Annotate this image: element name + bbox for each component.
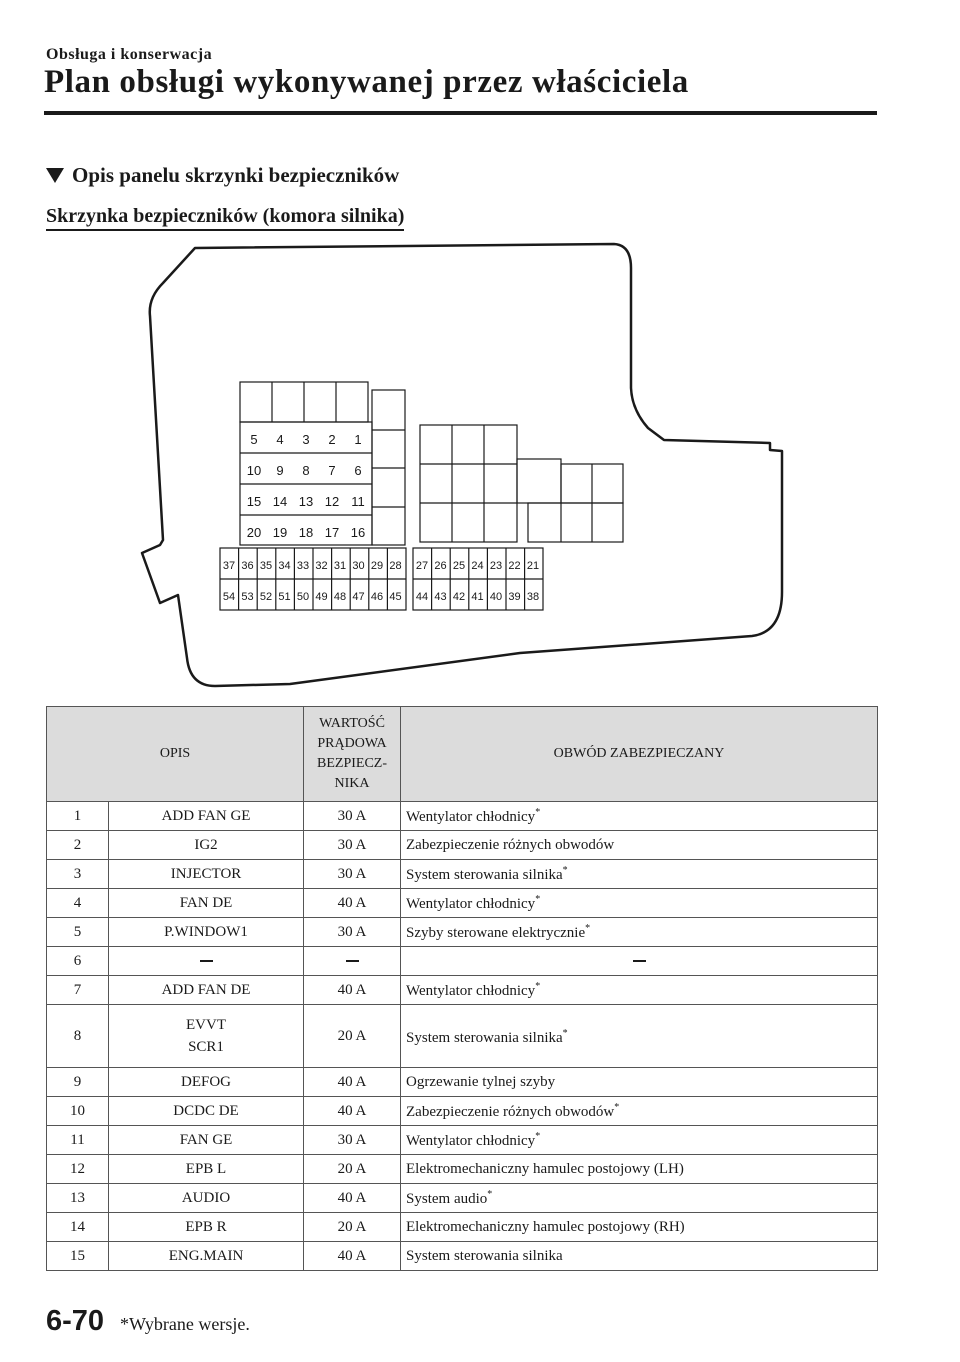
fuse-name-cell-text: DCDC DE xyxy=(173,1102,239,1119)
fuse-slot-label: 16 xyxy=(350,525,366,540)
fuse-slot-label: 48 xyxy=(333,591,347,603)
page-number: 6-70 xyxy=(46,1305,105,1337)
fuse-number-cell xyxy=(47,976,109,1005)
fuse-name-cell-text: P.WINDOW1 xyxy=(164,923,248,940)
fuse-name-cell-text: ADD FAN GE xyxy=(161,807,251,824)
fuse-slot-label: 36 xyxy=(241,560,254,572)
fuse-slot-label: 2 xyxy=(328,432,336,447)
fuse-name-cell xyxy=(109,1184,304,1213)
fuse-rating-cell-text: 40 A xyxy=(337,1189,367,1206)
fuse-slot-label: 40 xyxy=(489,591,503,603)
fuse-table xyxy=(46,706,878,1271)
fuse-number-cell-text: 10 xyxy=(70,1102,85,1119)
circuit-cell-text: Elektromechaniczny hamulec postojowy (RH) xyxy=(406,1218,685,1235)
fuse-slot-label: 7 xyxy=(328,463,336,478)
fuse-name-cell-text: IG2 xyxy=(194,836,218,853)
footnote-mark: * xyxy=(562,864,568,876)
fuse-number-cell-text: 11 xyxy=(70,1131,85,1148)
fuse-slot-label: 11 xyxy=(351,494,365,509)
fuse-slot-label: 9 xyxy=(276,463,284,478)
fuse-rating-cell xyxy=(304,860,401,889)
fuse-name-cell xyxy=(109,1126,304,1155)
fuse-number-cell xyxy=(47,947,109,976)
fuse-name-cell-text: FAN GE xyxy=(179,1131,233,1148)
header-rating-line: NIKA xyxy=(334,776,370,791)
circuit-cell-text: Wentylator chłodnicy xyxy=(406,808,536,825)
fuse-slot-label: 47 xyxy=(352,591,365,603)
fuse-rating-cell-text: 40 A xyxy=(337,1102,367,1119)
fuse-number-cell xyxy=(47,918,109,947)
footnote: *Wybrane wersje. xyxy=(120,1314,250,1334)
fuse-name-cell xyxy=(109,1242,304,1271)
table-row xyxy=(47,947,878,976)
fuse-slot-label: 54 xyxy=(222,591,236,603)
fuse-number-cell-text: 6 xyxy=(73,952,82,969)
fuse-number-cell xyxy=(47,1242,109,1271)
fuse-name-cell xyxy=(109,802,304,831)
header-rating-line: WARTOŚĆ xyxy=(319,716,385,731)
fuse-name-cell xyxy=(109,831,304,860)
circuit-cell xyxy=(401,1126,878,1155)
circuit-cell-text: Ogrzewanie tylnej szyby xyxy=(406,1073,556,1090)
fuse-rating-cell xyxy=(304,1068,401,1097)
fuse-slot-label: 3 xyxy=(302,432,310,447)
fuse-slot-label: 18 xyxy=(298,525,314,540)
fuse-number-cell-text: 8 xyxy=(73,1028,82,1044)
fuse-rating-cell-text: 30 A xyxy=(337,1131,367,1148)
header-rating xyxy=(304,707,401,802)
footnote-mark: * xyxy=(535,893,541,905)
fuse-slot-label: 20 xyxy=(246,525,262,540)
fuse-number-cell xyxy=(47,831,109,860)
fuse-number-cell xyxy=(47,1068,109,1097)
circuit-cell xyxy=(401,831,878,860)
table-row xyxy=(47,1097,878,1126)
fuse-slot-label: 34 xyxy=(278,560,291,572)
table-row xyxy=(47,831,878,860)
fuse-number-cell-text: 2 xyxy=(73,836,82,853)
circuit-cell xyxy=(401,889,878,918)
fuse-rating-cell xyxy=(304,1005,401,1068)
fuse-number-cell xyxy=(47,889,109,918)
header-rating-line: BEZPIECZ- xyxy=(317,756,388,771)
fuse-rating-cell xyxy=(304,918,401,947)
fuse-name-cell xyxy=(109,889,304,918)
circuit-cell xyxy=(401,976,878,1005)
fuse-number-cell-text: 12 xyxy=(70,1160,85,1177)
footnote-mark: * xyxy=(535,1130,541,1142)
fuse-rating-cell-text: 20 A xyxy=(337,1160,367,1177)
fuse-slot-label: 6 xyxy=(354,463,362,478)
table-row xyxy=(47,1068,878,1097)
fuse-slot-label: 17 xyxy=(324,525,340,540)
footnote-mark: * xyxy=(585,922,591,934)
dash-mark xyxy=(200,960,213,962)
circuit-cell-text: System sterowania silnika xyxy=(406,866,563,883)
fuse-rating-cell xyxy=(304,1155,401,1184)
table-row xyxy=(47,1126,878,1155)
fuse-rating-cell xyxy=(304,831,401,860)
fuse-slot-label: 51 xyxy=(278,591,291,603)
fuse-name-cell xyxy=(109,1005,304,1068)
fuse-name-cell xyxy=(109,947,304,976)
fuse-rating-cell xyxy=(304,976,401,1005)
fuse-rating-cell-text: 40 A xyxy=(337,894,367,911)
circuit-cell xyxy=(401,918,878,947)
fuse-rating-cell xyxy=(304,802,401,831)
circuit-cell xyxy=(401,1184,878,1213)
fuse-slot-label: 44 xyxy=(415,591,429,603)
fuse-slot-label: 12 xyxy=(324,494,340,509)
fuse-slot-label: 29 xyxy=(370,560,384,572)
circuit-cell-text: Szyby sterowane elektrycznie xyxy=(406,924,586,941)
fuse-slot-label: 53 xyxy=(241,591,254,603)
fuse-slot-label: 1 xyxy=(354,432,362,447)
circuit-cell xyxy=(401,1213,878,1242)
fuse-number-cell-text: 5 xyxy=(73,923,82,940)
circuit-cell xyxy=(401,947,878,976)
header-circuit: OBWÓD ZABEZPIECZANY xyxy=(401,707,878,802)
fuse-rating-cell-text: 30 A xyxy=(337,923,367,940)
footnote-mark: * xyxy=(535,806,541,818)
fuse-slot-label: 4 xyxy=(276,432,284,447)
fuse-slot-label: 27 xyxy=(415,560,429,572)
fuse-name-cell xyxy=(109,976,304,1005)
fuse-name-cell-text: ENG.MAIN xyxy=(168,1247,244,1264)
fuse-slot-label: 24 xyxy=(471,560,484,572)
circuit-cell-text: Wentylator chłodnicy xyxy=(406,1132,536,1149)
footnote-mark: * xyxy=(535,980,541,992)
fuse-rating-cell xyxy=(304,1184,401,1213)
circuit-cell xyxy=(401,1242,878,1271)
dash-mark xyxy=(346,960,359,962)
table-row xyxy=(47,889,878,918)
fuse-rating-cell xyxy=(304,947,401,976)
fuse-name-cell-text: INJECTOR xyxy=(170,865,242,882)
fuse-name-cell-text: EVVT xyxy=(186,1017,226,1033)
fuse-slot-label: 38 xyxy=(526,591,540,603)
fuse-slot-label: 22 xyxy=(508,560,521,572)
fuse-slot-label: 39 xyxy=(508,591,521,603)
fuse-slot-label: 10 xyxy=(246,463,262,478)
fuse-name-cell-text: EPB L xyxy=(185,1160,227,1177)
fuse-name-cell xyxy=(109,918,304,947)
fuse-name-cell-text: DEFOG xyxy=(181,1073,232,1090)
footnote-mark: * xyxy=(562,1028,568,1039)
fuse-slot-label: 35 xyxy=(259,560,273,572)
fuse-slot-label: 52 xyxy=(259,591,273,603)
table-row xyxy=(47,1155,878,1184)
fuse-name-cell-text: AUDIO xyxy=(181,1189,231,1206)
fuse-rating-cell xyxy=(304,1126,401,1155)
fuse-rating-cell-text: 20 A xyxy=(337,1218,367,1235)
fuse-slot-label: 50 xyxy=(296,591,310,603)
circuit-cell xyxy=(401,1097,878,1126)
fuse-slot-label: 28 xyxy=(389,560,402,572)
fuse-slot-label: 13 xyxy=(298,494,314,509)
fuse-name-cell-text: FAN DE xyxy=(179,894,233,911)
fuse-number-cell xyxy=(47,1126,109,1155)
fuse-number-cell xyxy=(47,1184,109,1213)
fuse-slot-label: 31 xyxy=(333,560,347,572)
fuse-name-cell-text: ADD FAN DE xyxy=(161,981,251,998)
fuse-rating-cell xyxy=(304,1213,401,1242)
fuse-number-cell-text: 1 xyxy=(73,807,82,824)
fuse-number-cell xyxy=(47,1155,109,1184)
fuse-slot-label: 19 xyxy=(272,525,288,540)
circuit-cell-text: Zabezpieczenie różnych obwodów xyxy=(406,1103,615,1120)
fuse-slot-label: 42 xyxy=(452,591,466,603)
subsection-title: Skrzynka bezpieczników (komora silnika) xyxy=(46,205,404,231)
fuse-name-cell-text: SCR1 xyxy=(188,1039,224,1055)
circuit-cell xyxy=(401,860,878,889)
fuse-rating-cell-text: 30 A xyxy=(337,865,367,882)
fuse-number-cell-text: 4 xyxy=(73,894,82,911)
circuit-cell xyxy=(401,1005,878,1068)
fuse-rating-cell-text: 20 A xyxy=(337,1028,367,1044)
fuse-slot-label: 33 xyxy=(296,560,310,572)
dash-mark xyxy=(633,960,646,962)
table-row xyxy=(47,1184,878,1213)
footnote-mark: * xyxy=(614,1101,620,1113)
fuse-name-cell xyxy=(109,860,304,889)
fuse-rating-cell xyxy=(304,1097,401,1126)
fuse-rating-cell-text: 30 A xyxy=(337,836,367,853)
fuse-slot-label: 26 xyxy=(434,560,447,572)
fuse-slot-label: 46 xyxy=(370,591,384,603)
fuse-number-cell-text: 7 xyxy=(73,981,82,998)
circuit-cell xyxy=(401,1068,878,1097)
fuse-slot-label: 30 xyxy=(352,560,365,572)
fuse-slot-label: 32 xyxy=(315,560,328,572)
fuse-number-cell xyxy=(47,1213,109,1242)
fuse-number-cell-text: 13 xyxy=(70,1189,85,1206)
fuse-slot-label: 5 xyxy=(250,432,258,447)
fuse-number-cell-text: 15 xyxy=(70,1247,85,1264)
fuse-number-cell xyxy=(47,802,109,831)
fuse-rating-cell xyxy=(304,1242,401,1271)
fuse-number-cell-text: 9 xyxy=(73,1073,82,1090)
fuse-rating-cell xyxy=(304,889,401,918)
table-row xyxy=(47,1005,878,1068)
fuse-name-cell xyxy=(109,1155,304,1184)
fuse-slot-label: 49 xyxy=(315,591,328,603)
page-title: Plan obsługi wykonywanej przez właściciela xyxy=(44,64,689,100)
fuse-rating-cell-text: 40 A xyxy=(337,981,367,998)
fuse-slot-label: 25 xyxy=(452,560,466,572)
fuse-slot-label: 45 xyxy=(389,591,402,603)
fuse-slot-label: 8 xyxy=(302,463,310,478)
fuse-slot-label: 37 xyxy=(222,560,236,572)
fuse-slot-label: 43 xyxy=(434,591,447,603)
fuse-rating-cell-text: 40 A xyxy=(337,1073,367,1090)
fuse-rating-cell-text: 40 A xyxy=(337,1247,367,1264)
fuse-slot-label: 41 xyxy=(471,591,484,603)
fuse-rating-cell-text: 30 A xyxy=(337,807,367,824)
header-desc: OPIS xyxy=(47,707,304,802)
fuse-number-cell xyxy=(47,1005,109,1068)
fuse-name-cell xyxy=(109,1068,304,1097)
fuse-number-cell xyxy=(47,860,109,889)
fuse-number-cell xyxy=(47,1097,109,1126)
circuit-cell-text: System sterowania silnika xyxy=(406,1247,563,1264)
fuse-name-cell xyxy=(109,1097,304,1126)
circuit-cell xyxy=(401,802,878,831)
circuit-cell-text: Zabezpieczenie różnych obwodów xyxy=(406,836,615,853)
fuse-number-cell-text: 14 xyxy=(70,1218,85,1235)
table-row xyxy=(47,1213,878,1242)
table-header-row xyxy=(47,707,878,802)
circuit-cell xyxy=(401,1155,878,1184)
section-title: Opis panelu skrzynki bezpieczników xyxy=(72,163,400,187)
table-row xyxy=(47,1242,878,1271)
circuit-cell-text: Wentylator chłodnicy xyxy=(406,982,536,999)
fuse-slot-label: 23 xyxy=(489,560,503,572)
footnote-mark: * xyxy=(487,1188,493,1200)
large-fuse-block xyxy=(240,382,623,545)
fuse-name-cell xyxy=(109,1213,304,1242)
fuse-box-outline xyxy=(142,244,782,686)
circuit-cell-text: Elektromechaniczny hamulec postojowy (LH) xyxy=(406,1160,684,1177)
table-row xyxy=(47,918,878,947)
circuit-cell-text: System sterowania silnika xyxy=(406,1030,563,1046)
circuit-cell-text: Wentylator chłodnicy xyxy=(406,895,536,912)
header-rating-line: PRĄDOWA xyxy=(317,736,387,751)
table-row xyxy=(47,802,878,831)
circuit-cell-text: System audio xyxy=(406,1190,488,1207)
fuse-name-cell-text: EPB R xyxy=(185,1218,227,1235)
running-head: Obsługa i konserwacja xyxy=(46,46,213,63)
table-row xyxy=(47,976,878,1005)
fuse-number-cell-text: 3 xyxy=(73,865,82,882)
fuse-slot-label: 21 xyxy=(526,560,540,572)
fuse-slot-label: 14 xyxy=(272,494,288,509)
fuse-slot-label: 15 xyxy=(246,494,262,509)
table-row xyxy=(47,860,878,889)
